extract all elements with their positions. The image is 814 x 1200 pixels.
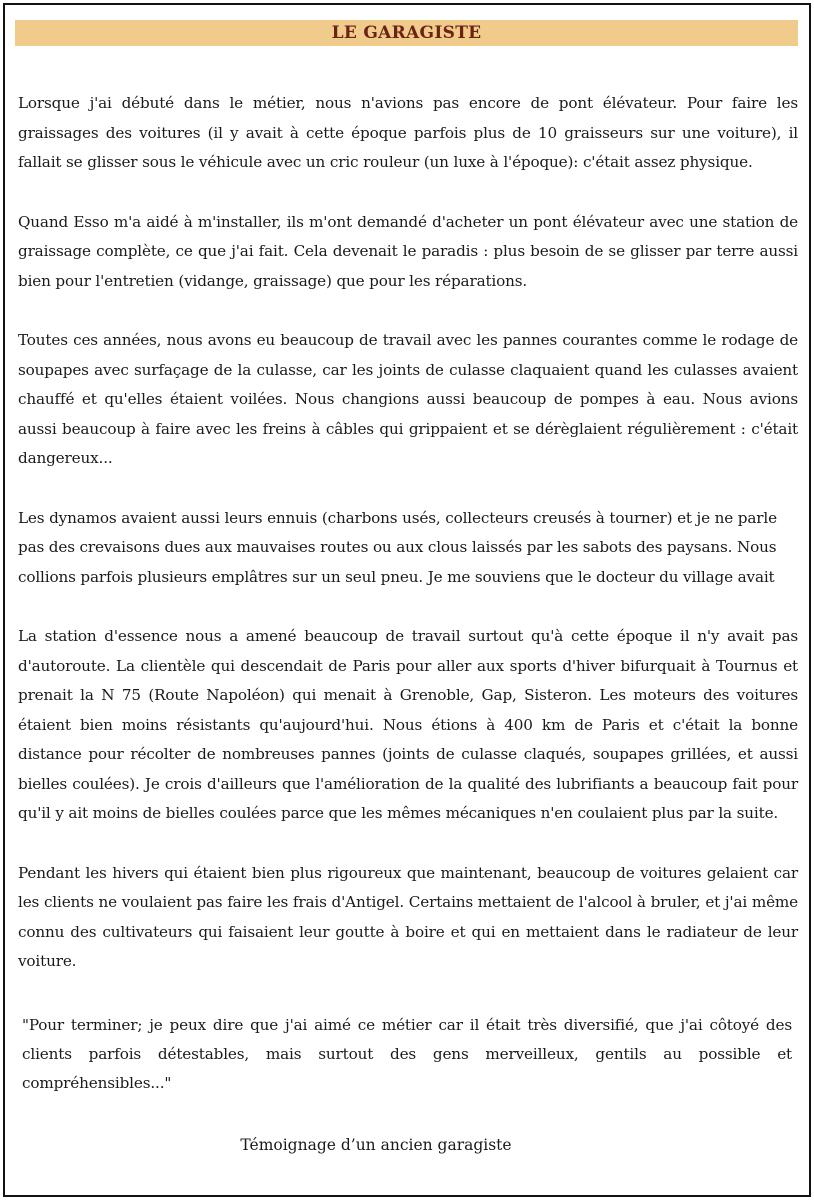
closing-quote: "Pour terminer; je peux dire que j'ai aimé ce métier car il était très diversifié, que j'ai côtoyé des clients parfois détestables, mais surtout des gens merveilleux, gentils au possible et compréhensibles..." [22, 1016, 792, 1092]
paragraph-4: Les dynamos avaient aussi leurs ennuis (charbons usés, collecteurs creusés à tourner) et je ne parle pas des crevaisons dues aux mauvaises routes ou aux clous laissés par les sabots des paysans. Nous collions parfois plusieurs emplâtres sur un seul pneu. Je me souviens que le docteur du village avait [18, 508, 777, 586]
paragraph-2: Quand Esso m'a aidé à m'installer, ils m'ont demandé d'acheter un pont élévateur avec une station de graissage complète, ce que j'ai fait. Cela devenait le paradis : plus besoin de se glisser par terre aussi bien pour l'entretien (vidange, graissage) que pour les réparations. [18, 212, 798, 290]
page-title: LE GARAGISTE [15, 20, 798, 46]
article-body [18, 89, 798, 1007]
paragraph-5: La station d'essence nous a amené beaucoup de travail surtout qu'à cette époque il n'y avait pas d'autoroute. La clientèle qui descendait de Paris pour aller aux sports d'hiver bifurquait à Tournus et prenait la N 75 (Route Napoléon) qui menait à Grenoble, Gap, Sisteron. Les moteurs des voitures étaient bien moins résistants qu'aujourd'hui. Nous étions à 400 km de Paris et c'était la bonne distance pour récolter de nombreuses pannes (joints de culasse claqués, soupapes grillées, et aussi bielles coulées). Je crois d'ailleurs que l'amélioration de la qualité des lubrifiants a beaucoup fait pour qu'il y ait moins de bielles coulées parce que les mêmes mécaniques n'en coulaient plus par la suite. [18, 627, 798, 822]
paragraph-6: Pendant les hivers qui étaient bien plus rigoureux que maintenant, beaucoup de voitures gelaient car les clients ne voulaient pas faire les frais d'Antigel. Certains mettaient de l'alcool à bruler, et j'ai même connu des cultivateurs qui faisaient leur goutte à boire et qui en mettaient dans le radiateur de leur voiture. [18, 863, 798, 970]
testimony-signature: Témoignage d’un ancien garagiste [240, 1136, 512, 1154]
paragraph-3: Toutes ces années, nous avons eu beaucoup de travail avec les pannes courantes comme le rodage de soupapes avec surfaçage de la culasse, car les joints de culasse claquaient quand les culasses avaient chauffé et qu'elles étaient voilées. Nous changions aussi beaucoup de pompes à eau. Nous avions aussi beaucoup à faire avec les freins à câbles qui grippaient et se dérèglaient régulièrement : c'était dangereux... [18, 331, 798, 467]
paragraph-1: Lorsque j'ai débuté dans le métier, nous n'avions pas encore de pont élévateur. Pour faire les graissages des voitures (il y avait à cette époque parfois plus de 10 graisseurs sur une voiture), il fallait se glisser sous le véhicule avec un cric rouleur (un luxe à l'époque): c'était assez physique. [18, 94, 798, 171]
